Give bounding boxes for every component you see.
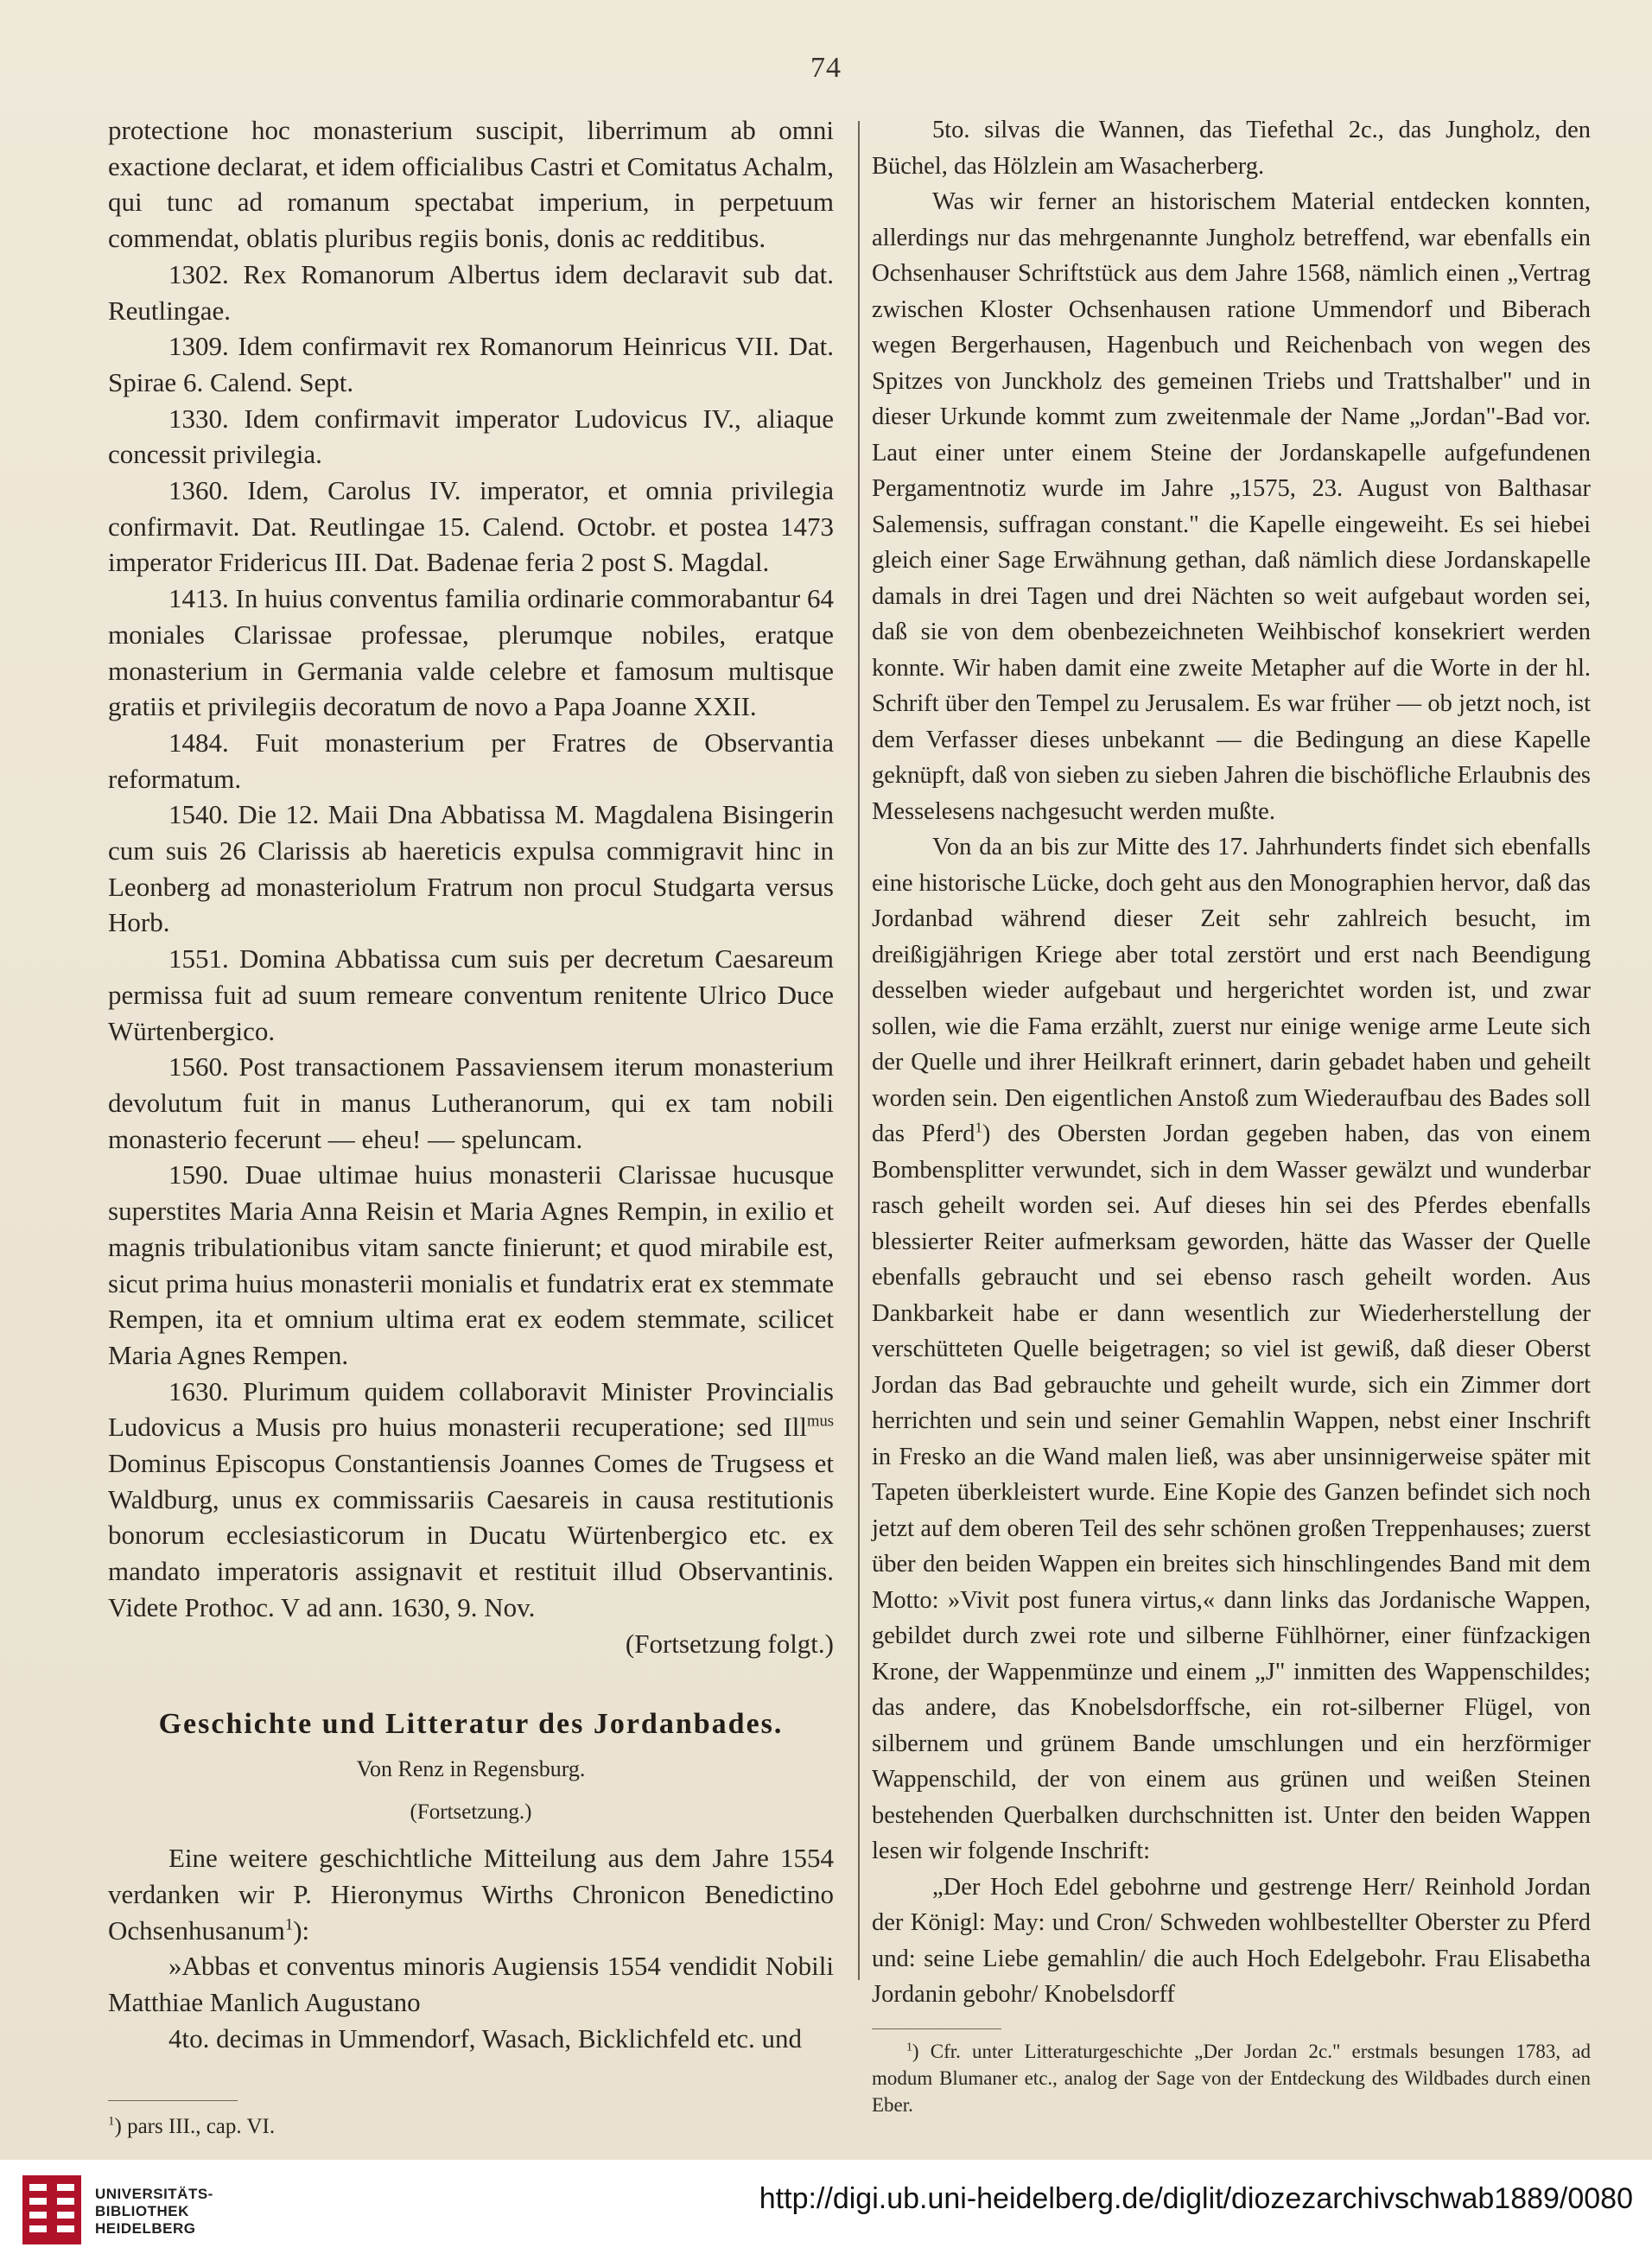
library-logo[interactable] xyxy=(21,2174,263,2246)
footnote-mark: 1 xyxy=(906,2039,912,2053)
paragraph-pferd xyxy=(872,829,1591,1870)
paragraph: Was wir ferner an historischem Material entdecken konnten, allerdings nur das mehrgenannte Jungholz betreffend, war ebenfalls ein Ochsenhauser Schriftstück aus dem Jahre 1568, nämlich einen „Vertrag zwischen Kloster Ochsenhausen ratione Ummendorf und Biberach wegen Bergerhausen, Hagenbuch und Reichenbach von wegen des Spitzes von Junckholz des gemeinen Triebs und Trattshalber" und in dieser Urkunde kommt zum zweitenmale der Name „Jordan"-Bad vor. Laut einer unter einem Steine der Jordanskapelle aufgefundenen Pergamentnotiz wurde im Jahre „1575, 23. August von Balthasar Salemensis, suffragan constant." die Kapelle eingeweiht. Es sei hiebei gleich einer Sage Erwähnung gethan, daß nämlich diese Jordanskapelle damals in drei Tagen und drei Nächten so weit aufgebaut worden sei, daß sie von dem obenbezeichneten Weihbischof konsekriert werden konnte. Wir haben damit eine zweite Metapher auf die Worte in der hl. Schrift über den Tempel zu Jerusalem. Es war früher — ob jetzt noch, ist dem Verfasser dieses unbekannt — die Bedingung an diese Kapelle geknüpft, daß von sieben zu sieben Jahren die bischöfliche Erlaubnis des Messelesens nachgesucht werden mußte. xyxy=(872,188,1591,825)
article-byline: Von Renz in Regensburg. xyxy=(356,1755,586,1781)
article-intro-text: Eine weitere geschichtliche Mitteilung aus dem Jahre 1554 verdanken wir P. Hieronymus Wirths Chronicon Benedictino Ochsenhusanum xyxy=(108,1843,834,1946)
paragraph: 1360. Idem, Carolus IV. imperator, et omnia privilegia confirmavit. Dat. Reutlingae 15. Calend. Octobr. et postea 1473 imperator Fridericus III. Dat. Badenae feria 2 post S. Magdal. xyxy=(108,475,834,578)
footnote xyxy=(872,2038,1591,2118)
paragraph-1630 xyxy=(108,1374,834,1626)
library-name xyxy=(95,2186,213,2238)
paragraph-1630-text: 1630. Plurimum quidem collaboravit Minister Provincialis Ludovicus a Musis pro huius monasterii recuperatione; sed Ill xyxy=(108,1375,834,1443)
university-seal-icon xyxy=(21,2174,83,2246)
paragraph: protectione hoc monasterium suscipit, liberrimum ab omni exactione declarat, et idem officialibus Castri et Comitatus Achalm, qui tunc ad romanum spectabat imperium, in perpetuum commendat, oblatis pluribus regiis bonis, donis ac redditibus. xyxy=(108,115,834,254)
quote-line: »Abbas et conventus minoris Augiensis 1554 vendidit Nobili Matthiae Manlich Augustano xyxy=(108,1951,834,2018)
superscript-mus: mus xyxy=(807,1412,834,1431)
paragraph: 1330. Idem confirmavit imperator Ludovicus IV., aliaque concessit privilegia. xyxy=(108,403,834,470)
article-title: Geschichte und Litteratur des Jordanbades. xyxy=(158,1708,784,1741)
footnote-text: ) Cfr. unter Litteraturgeschichte „Der Jordan 2c." erstmals besungen 1783, ad modum Blumaner etc., analog der Sage von der Entdeckung des Wildbades durch einen Eber. xyxy=(872,2040,1591,2116)
footnote-rule xyxy=(872,2028,1001,2029)
paragraph: 1540. Die 12. Maii Dna Abbatissa M. Magdalena Bisingerin cum suis 26 Clarissis ab haereticis expulsa commigravit hinc in Leonberg ad monasteriolum Fratrum non procul Studgarta versus Horb. xyxy=(108,799,834,938)
article-intro-tail: ): xyxy=(293,1914,310,1946)
paragraph: 1309. Idem confirmavit rex Romanorum Heinricus VII. Dat. Spirae 6. Calend. Sept. xyxy=(108,331,834,397)
footnote-ref: 1 xyxy=(284,1915,294,1934)
paragraph-text: Von da an bis zur Mitte des 17. Jahrhunderts findet sich ebenfalls eine historische Lücke, doch geht aus den Monographien hervor, daß das Jordanbad während dieser Zeit sehr zahlreich besucht, im dreißigjährigen Kriege aber total zerstört und erst nach Beendigung desselben wieder aufgebaut und hergerichtet worden ist, und zwar sollen, wie die Fama erzählt, zuerst nur einige wenige arme Leute sich der Quelle und ihrer Heilkraft erinnert, darin gebadet haben und geheilt worden sein. Den eigentlichen Anstoß zum Wiederaufbau des Bades soll das Pferd xyxy=(872,834,1591,1147)
paragraph: 1413. In huius conventus familia ordinarie commorabantur 64 moniales Clarissae professae, plerumque nobiles, eratque monasterium in Germania valde celebre et famosum multisque gratiis et privilegiis decoratum de novo a Papa Joanne XXII. xyxy=(108,583,834,722)
continuation-note: (Fortsetzung folgt.) xyxy=(625,1628,834,1659)
library-name-line: BIBLIOTHEK xyxy=(95,2203,189,2219)
footnote-text: ) pars III., cap. VI. xyxy=(114,2114,276,2138)
right-column xyxy=(860,112,1591,2118)
paragraph: 5to. silvas die Wannen, das Tiefethal 2c., das Jungholz, den Büchel, das Hölzlein am Wasacherberg. xyxy=(872,117,1591,180)
paragraph-1630-text-cont: Dominus Episcopus Constantiensis Joannes Comes de Trugsess et Waldburg, unus ex commissariis Caesareis in causa restitutionis bonorum ecclesiasticorum in Ducatu Würtenbergico etc. ex mandato imperatoris assignavit et restituit illud Observantinis. Videte Prothoc. V ad ann. 1630, 9. Nov. xyxy=(108,1448,834,1622)
paragraph: 1484. Fuit monasterium per Fratres de Observantia reformatum. xyxy=(108,727,834,794)
paragraph: 1560. Post transactionem Passaviensem iterum monasterium devolutum fuit in manus Lutheranorum, qui ex tam nobili monasterio fecerunt — eheu! — speluncam. xyxy=(108,1051,834,1154)
footnote-mark: 1 xyxy=(108,2114,115,2129)
footnote xyxy=(108,2113,834,2141)
inscription-quote: „Der Hoch Edel gebohrne und gestrenge Herr/ Reinhold Jordan der Königl: May: und Cron/ Schweden wohlbestellter Oberster zu Pferd und: seine Liebe gemahlin/ die auch Hoch Edelgebohr. Frau Elisabetha Jordanin gebohr/ Knobelsdorff xyxy=(872,1873,1591,2008)
paragraph: 1551. Domina Abbatissa cum suis per decretum Caesareum permissa fuit ad suum remeare conventum renitente Ulrico Duce Würtenbergico. xyxy=(108,943,834,1046)
source-url-link[interactable]: http://digi.ub.uni-heidelberg.de/diglit/diozezarchivschwab1889/0080 xyxy=(759,2182,1633,2215)
paragraph: 1302. Rex Romanorum Albertus idem declaravit sub dat. Reutlingae. xyxy=(108,258,834,326)
footnote-ref: 1 xyxy=(975,1119,982,1136)
article-continued-note: (Fortsetzung.) xyxy=(410,1800,532,1824)
library-name-line: UNIVERSITÄTS- xyxy=(95,2186,213,2202)
article-intro xyxy=(108,1840,834,1948)
paragraph: 1590. Duae ultimae huius monasterii Clarissae hucusque superstites Maria Anna Reisin et Maria Agnes Rempin, in exilio et magnis tribulationibus vitam sancte finierunt; et quod mirabile est, sicut prima huius monasterii monialis et fundatrix erat ex stemmate Rempen, ita et omnium ultima erat ex eodem stemmate, scilicet Maria Agnes Rempen. xyxy=(108,1159,834,1370)
page-number: 74 xyxy=(810,52,842,84)
footnote-rule xyxy=(108,2100,238,2101)
paragraph-text-cont: ) des Obersten Jordan gegeben haben, das von einem Bombensplitter verwundet, sich in dem Wasser gewälzt und wunderbar rasch geheilt worden sei. Auf dieses hin sei des Pferdes ebenfalls blessierter Reiter aufmerksam geworden, hätte das Wasser der Quelle ebenfalls gebraucht und sei ebenso rasch geheilt worden. Aus Dankbarkeit habe er dann wesentlich zur Wiederherstellung der verschütteten Quelle beigetragen; so viel ist gewiß, daß dieser Oberst Jordan das Bad gebrauchte und geheilt wurde, sich ein Zimmer dort herrichten und sein und seiner Gemahlin Wappen, nebst einer Inschrift in Fresko an die Wand malen ließ, was aber unsinnigerweise später mit Tapeten überkleistert wurde. Eine Kopie des Ganzen befindet sich noch jetzt auf dem oberen Teil des sehr schönen großen Treppenhauses; zuerst über den beiden Wappen ein breites sich hinschlingendes Band mit dem Motto: »Vivit post funera virtus,« dann links das Jordanische Wappen, gebildet durch zwei rote und silberne Fühlhörner, einer fünfzackigen Krone, der Wappenmünze und einem „J" inmitten des Wappenschildes; das andere, das Knobelsdorffsche, ein rot-silberner Flügel, von silbernem und grünem Bande umschlungen und ein herzförmiger Wappenschild, der von einem aus grünen und weißen Steinen bestehenden Querbalken durchschnitten ist. Unter den beiden Wappen lesen wir folgende Inschrift: xyxy=(872,1120,1591,1864)
left-column xyxy=(108,112,834,2141)
quote-line: 4to. decimas in Ummendorf, Wasach, Bicklichfeld etc. und xyxy=(168,2022,802,2054)
library-name-line: HEIDELBERG xyxy=(95,2220,196,2237)
